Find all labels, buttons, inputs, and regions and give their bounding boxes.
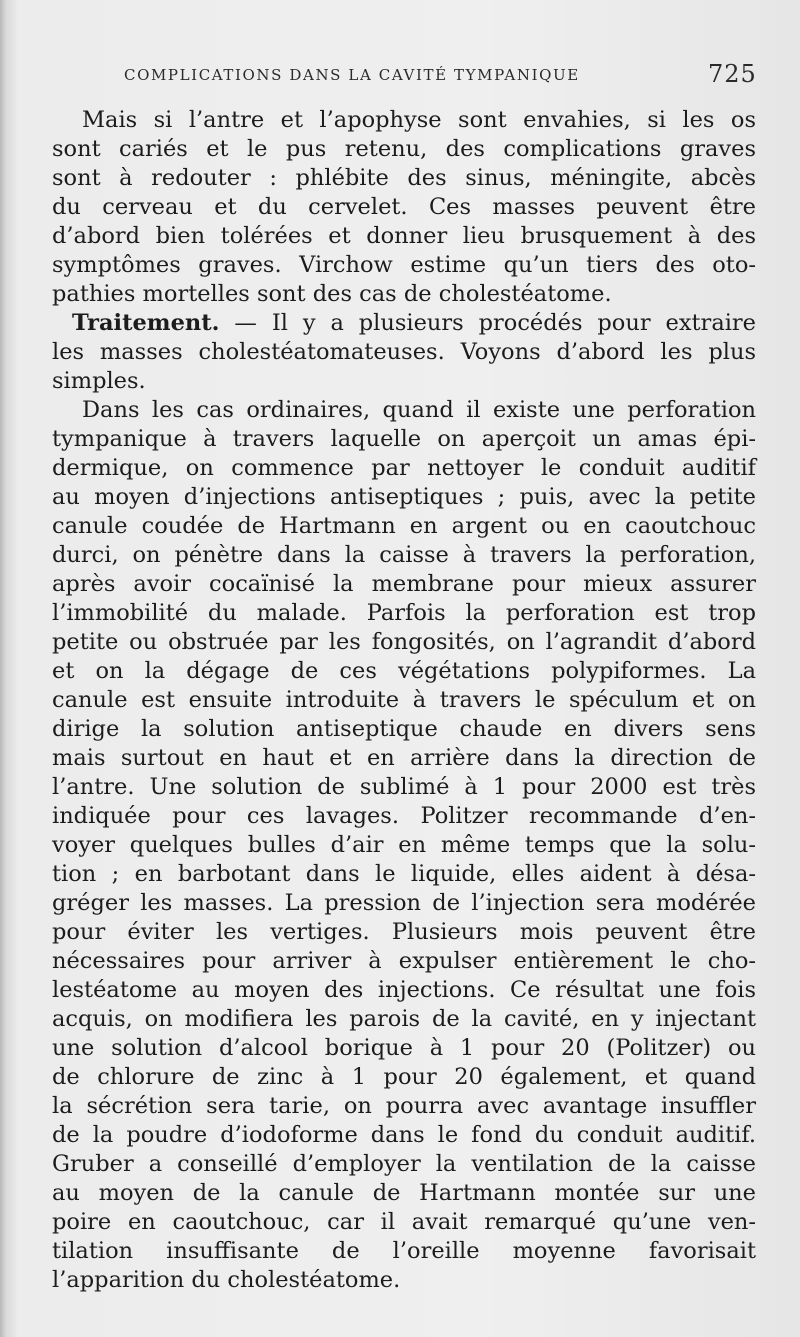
text-line [52,309,756,338]
text-line: au moyen de la canule de Hartmann montée sur une [52,1180,756,1206]
text-line: nécessaires pour arriver à expulser entièrement le cho- [52,948,756,974]
text-line: de la poudre d’iodoforme dans le fond du conduit auditif. [52,1122,756,1148]
text-line: de chlorure de zinc à 1 pour 20 également, et quand [52,1064,756,1090]
text-line: symptômes graves. Virchow estime qu’un tiers des oto- [52,252,756,278]
page-number: 725 [708,60,757,88]
text-line: et on la dégage de ces végétations polypiformes. La [52,658,756,684]
running-title: COMPLICATIONS DANS LA CAVITÉ TYMPANIQUE [124,66,580,84]
text-line: tilation insuffisante de l’oreille moyenne favorisait [52,1238,756,1264]
text-line: l’antre. Une solution de sublimé à 1 pour 2000 est très [52,774,756,800]
body-text [52,106,756,1295]
text-line: lestéatome au moyen des injections. Ce résultat une fois [52,977,756,1003]
text-line: Dans les cas ordinaires, quand il existe une perforation [82,397,756,423]
text-line: petite ou obstruée par les fongosités, on l’agrandit d’abord [52,629,756,655]
text-line: après avoir cocaïnisé la membrane pour mieux assurer [52,571,756,597]
text-line: Mais si l’antre et l’apophyse sont envahies, si les os [82,107,756,133]
text-line: sont à redouter : phlébite des sinus, méningite, abcès [52,165,756,191]
text-line: la sécrétion sera tarie, on pourra avec avantage insuffler [52,1093,756,1119]
text-line: tympanique à travers laquelle on aperçoit un amas épi- [52,426,756,452]
text-line: canule coudée de Hartmann en argent ou en caoutchouc [52,513,756,539]
text-line: durci, on pénètre dans la caisse à travers la perforation, [52,542,756,568]
text-line: une solution d’alcool borique à 1 pour 20 (Politzer) ou [52,1035,756,1061]
text-line: pathies mortelles sont des cas de cholestéatome. [52,281,612,307]
text-line: au moyen d’injections antiseptiques ; puis, avec la petite [52,484,756,510]
text-line: simples. [52,368,146,394]
text-line: canule est ensuite introduite à travers le spéculum et on [52,687,756,713]
text-line: d’abord bien tolérées et donner lieu brusquement à des [52,223,756,249]
text-line: voyer quelques bulles d’air en même temps que la solu- [52,832,756,858]
text-line: pour éviter les vertiges. Plusieurs mois peuvent être [52,919,756,945]
text-line: l’apparition du cholestéatome. [52,1267,401,1293]
text-line: Gruber a conseillé d’employer la ventilation de la caisse [52,1151,756,1177]
page-header [0,58,800,92]
text-line: gréger les masses. La pression de l’injection sera modérée [52,890,756,916]
text-line: du cerveau et du cervelet. Ces masses peuvent être [52,194,756,220]
text-line: les masses cholestéatomateuses. Voyons d’abord les plus [52,339,756,365]
text-line: dermique, on commence par nettoyer le conduit auditif [52,455,756,481]
text-line: mais surtout en haut et en arrière dans la direction de [52,745,756,771]
text-line: poire en caoutchouc, car il avait remarqué qu’une ven- [52,1209,756,1235]
text-line: acquis, on modifiera les parois de la cavité, en y injectant [52,1006,756,1032]
text-line: dirige la solution antiseptique chaude en divers sens [52,716,756,742]
text-line: indiquée pour ces lavages. Politzer recommande d’en- [52,803,756,829]
text-line: sont cariés et le pus retenu, des complications graves [52,136,756,162]
heading-line-text: — Il y a plusieurs procédés pour extraire [219,310,756,336]
section-heading: Traitement. [72,310,220,336]
text-line: tion ; en barbotant dans le liquide, elles aident à désa- [52,861,756,887]
text-line: l’immobilité du malade. Parfois la perforation est trop [52,600,756,626]
